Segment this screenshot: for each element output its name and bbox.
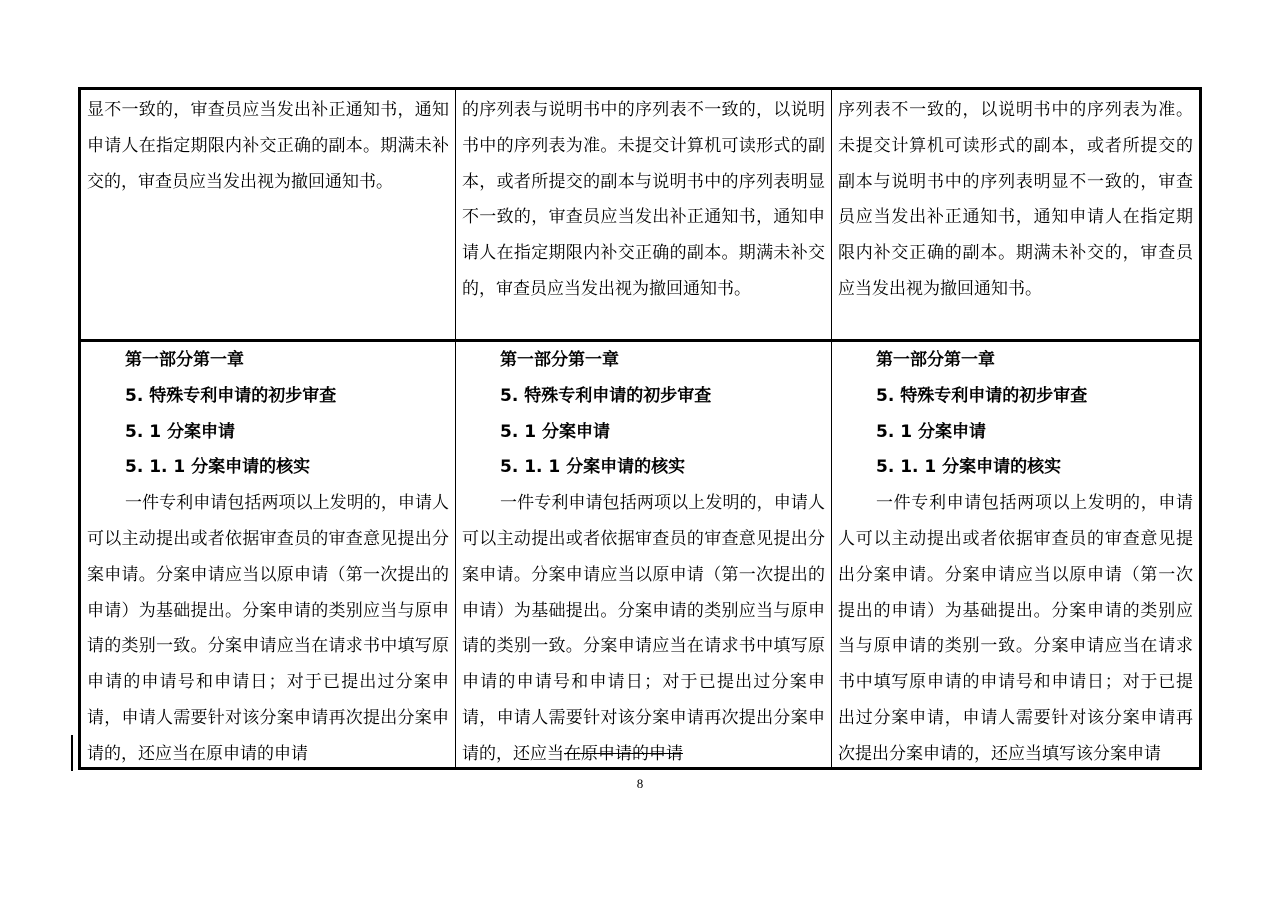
part-chapter-heading: 第一部分第一章 xyxy=(125,350,244,370)
cell-clean-text xyxy=(831,90,1199,339)
body-paragraph: 一件专利申请包括两项以上发明的，申请人可以主动提出或者依据审查员的审查意见提出分案申请。分案申请应当以原申请（第一次提出的申请）为基础提出。分案申请的类别应当与原申请的类别一致。分案申请应当在请求书中填写原申请的申请号和申请日；对于已提出过分案申请，申请人需要针对该分案申请再次提出分案申请的，还应当在原申请的申请 xyxy=(87,493,449,764)
cell-original-text xyxy=(81,342,455,767)
subsubsection-heading: 5. 1. 1 分案申请的核实 xyxy=(125,457,311,478)
section-heading: 5. 特殊专利申请的初步审查 xyxy=(500,385,712,406)
subsection-heading: 5. 1 分案申请 xyxy=(500,421,610,442)
table-row-bottom xyxy=(81,342,1199,767)
cell-original-text xyxy=(81,90,455,339)
cell-revised-text xyxy=(455,342,831,767)
cell-text: 序列表不一致的，以说明书中的序列表为准。未提交计算机可读形式的副本，或者所提交的副本与说明书中的序列表明显不一致的，审查员应当发出补正通知书，通知申请人在指定期限内补交正确的副本。期满未补交的，审查员应当发出视为撤回通知书。 xyxy=(838,100,1193,299)
revision-margin-mark xyxy=(71,735,73,771)
body-paragraph xyxy=(462,486,825,767)
cell-text: 的序列表与说明书中的序列表不一致的，以说明书中的序列表为准。未提交计算机可读形式的副本，或者所提交的副本与说明书中的序列表明显不一致的，审查员应当发出补正通知书，通知申请人在指定期限内补交正确的副本。期满未补交的，审查员应当发出视为撤回通知书。 xyxy=(462,100,825,299)
subsection-heading: 5. 1 分案申请 xyxy=(876,421,986,442)
cell-revised-text xyxy=(455,90,831,339)
subsection-heading: 5. 1 分案申请 xyxy=(125,421,235,442)
cell-text: 显不一致的，审查员应当发出补正通知书，通知申请人在指定期限内补交正确的副本。期满未补交的，审查员应当发出视为撤回通知书。 xyxy=(87,100,449,192)
body-paragraph: 一件专利申请包括两项以上发明的，申请人可以主动提出或者依据审查员的审查意见提出分案申请。分案申请应当以原申请（第一次提出的申请）为基础提出。分案申请的类别应当与原申请的类别一致。分案申请应当在请求书中填写原申请的申请号和申请日；对于已提出过分案申请，申请人需要针对该分案申请再次提出分案申请的，还应当填写该分案申请 xyxy=(838,493,1193,764)
table-row-top xyxy=(81,90,1199,342)
section-heading: 5. 特殊专利申请的初步审查 xyxy=(876,385,1088,406)
subsubsection-heading: 5. 1. 1 分案申请的核实 xyxy=(500,457,686,478)
part-chapter-heading: 第一部分第一章 xyxy=(500,350,619,370)
cell-clean-text xyxy=(831,342,1199,767)
subsubsection-heading: 5. 1. 1 分案申请的核实 xyxy=(876,457,1062,478)
page-number: 8 xyxy=(636,776,644,791)
deleted-text: 在原申请的申请 xyxy=(564,743,683,764)
comparison-table xyxy=(78,87,1202,770)
section-heading: 5. 特殊专利申请的初步审查 xyxy=(125,385,337,406)
part-chapter-heading: 第一部分第一章 xyxy=(876,350,995,370)
paragraph-text: 一件专利申请包括两项以上发明的，申请人可以主动提出或者依据审查员的审查意见提出分案申请。分案申请应当以原申请（第一次提出的申请）为基础提出。分案申请的类别应当与原申请的类别一致。分案申请应当在请求书中填写原申请的申请号和申请日；对于已提出过分案申请，申请人需要针对该分案申请再次提出分案申请的，还应当 xyxy=(462,493,825,764)
